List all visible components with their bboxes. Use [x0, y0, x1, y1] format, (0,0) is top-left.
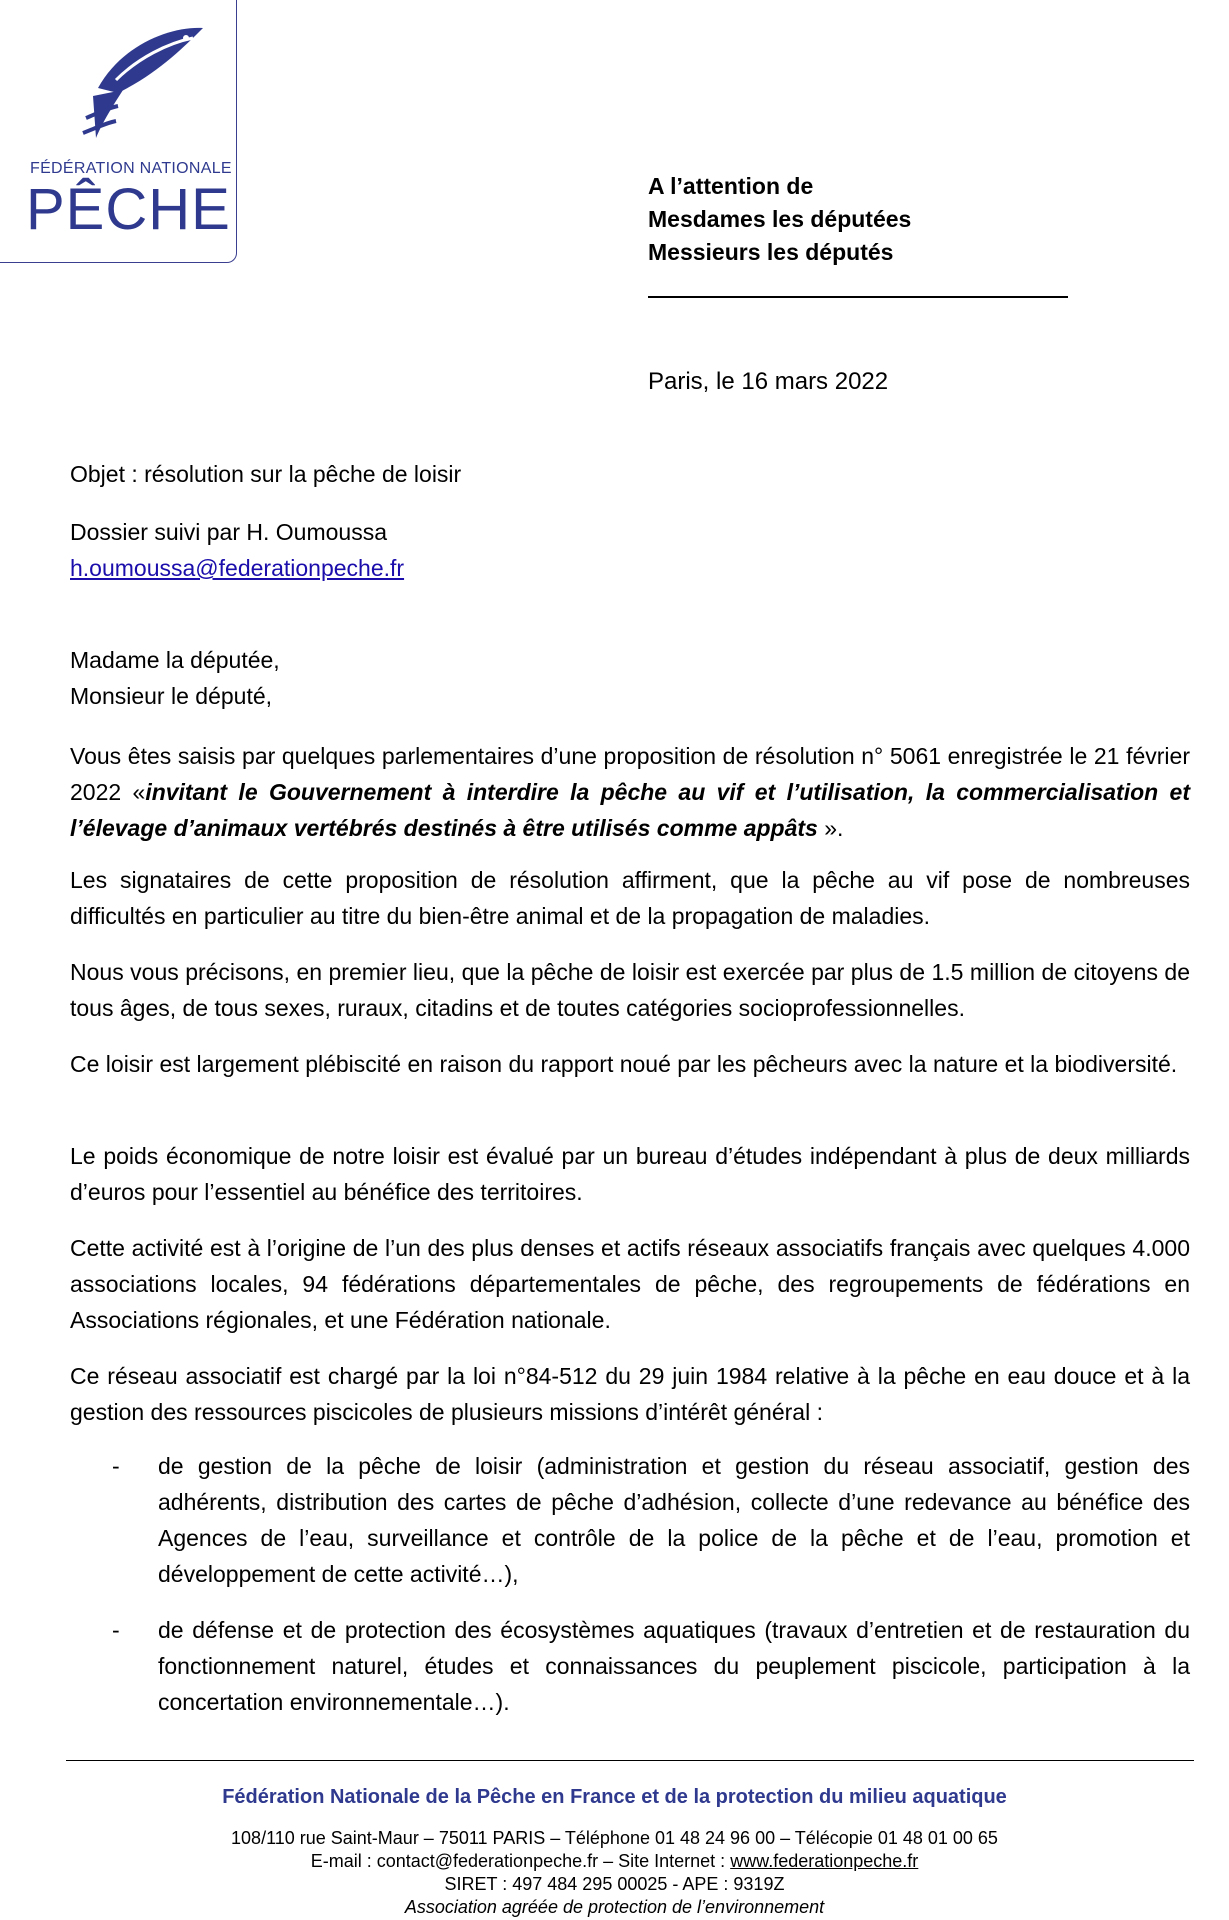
recipient-line-2: Mesdames les députées	[648, 206, 912, 232]
subject-line: Objet : résolution sur la pêche de loisir	[70, 461, 462, 487]
logo-brand-text: PÊCHE	[26, 177, 231, 242]
footer-contact-text: E-mail : contact@federationpeche.fr – Site Internet :	[310, 1851, 731, 1871]
paragraph-1-end: ».	[817, 815, 844, 841]
salutation-line-1: Madame la députée,	[70, 647, 280, 673]
paragraph-3: Nous vous précisons, en premier lieu, que la pêche de loisir est exercée par plus de 1.5 million de citoyens de tous âges, de tous sexes, ruraux, citadins et de toutes catégories socioprofessionnelles.	[70, 959, 1190, 1021]
contact-email-link[interactable]: h.oumoussa@federationpeche.fr	[70, 555, 405, 581]
paragraph-6: Cette activité est à l’origine de l’un des plus denses et actifs réseaux associatifs français avec quelques 4.000 associations locales, 94 fédérations départementales de pêche, des regroupements de fédérations en Associations régionales, et une Fédération nationale.	[70, 1235, 1190, 1333]
list-item	[112, 1448, 1190, 1592]
recipient-line-3: Messieurs les députés	[648, 239, 894, 265]
list-item	[112, 1612, 1190, 1720]
paragraph-5: Le poids économique de notre loisir est évalué par un bureau d’études indépendant à plus de deux milliards d’euros pour l’essentiel au bénéfice des territoires.	[70, 1143, 1190, 1205]
footer-title: Fédération Nationale de la Pêche en France et de la protection du milieu aquatique	[222, 1786, 1007, 1808]
list-bullet: -	[112, 1453, 120, 1479]
list-bullet: -	[112, 1617, 120, 1643]
footer-tagline: Association agréée de protection de l’environnement	[404, 1897, 825, 1917]
paragraph-2: Les signataires de cette proposition de résolution affirment, que la pêche au vif pose de nombreuses difficultés en particulier au titre du bien-être animal et de la propagation de maladies.	[70, 867, 1190, 929]
recipient-line-1: A l’attention de	[648, 173, 814, 199]
recipient-divider	[648, 296, 1068, 298]
fish-logo-icon	[78, 18, 208, 143]
federation-logo	[0, 0, 237, 263]
paragraph-1	[70, 738, 1190, 846]
recipient-block	[648, 170, 911, 269]
footer-address: 108/110 rue Saint-Maur – 75011 PARIS – Téléphone 01 48 24 96 00 – Télécopie 01 48 01 00 65	[231, 1828, 998, 1848]
logo-org-text: FÉDÉRATION NATIONALE	[30, 160, 232, 177]
salutation	[70, 642, 280, 714]
dossier-line: Dossier suivi par H. Oumoussa	[70, 519, 387, 545]
list-item-text: de gestion de la pêche de loisir (administration et gestion du réseau associatif, gestion des adhérents, distribution des cartes de pêche d’adhésion, collecte d’une redevance au bénéfice des Agences de l’eau, surveillance et contrôle de la police de la pêche et de l’eau, promotion et développement de cette activité…),	[158, 1453, 1190, 1587]
footer-contact	[0, 1851, 1229, 1872]
paragraph-1-start: Vous êtes saisis par quelques parlementaires d’une proposition de résolution n° 5061 enregistrée le 21 février 2022 «	[70, 743, 1190, 805]
footer-siret: SIRET : 497 484 295 00025 - APE : 9319Z	[444, 1874, 785, 1894]
footer-website-link[interactable]: www.federationpeche.fr	[730, 1851, 919, 1871]
paragraph-1-bold: invitant le Gouvernement à interdire la pêche au vif et l’utilisation, la commercialisation et l’élevage d’animaux vertébrés destinés à être utilisés comme appâts	[70, 779, 1190, 841]
letter-date: Paris, le 16 mars 2022	[648, 368, 889, 395]
footer-divider	[66, 1760, 1194, 1761]
list-item-text: de défense et de protection des écosystèmes aquatiques (travaux d’entretien et de restauration du fonctionnement naturel, études et connaissances du peuplement piscicole, participation à la concertation environnementale…).	[158, 1617, 1190, 1715]
salutation-line-2: Monsieur le député,	[70, 683, 273, 709]
paragraph-7: Ce réseau associatif est chargé par la loi n°84-512 du 29 juin 1984 relative à la pêche en eau douce et à la gestion des ressources piscicoles de plusieurs missions d’intérêt général :	[70, 1363, 1190, 1425]
paragraph-4: Ce loisir est largement plébiscité en raison du rapport noué par les pêcheurs avec la nature et la biodiversité.	[70, 1051, 1178, 1077]
